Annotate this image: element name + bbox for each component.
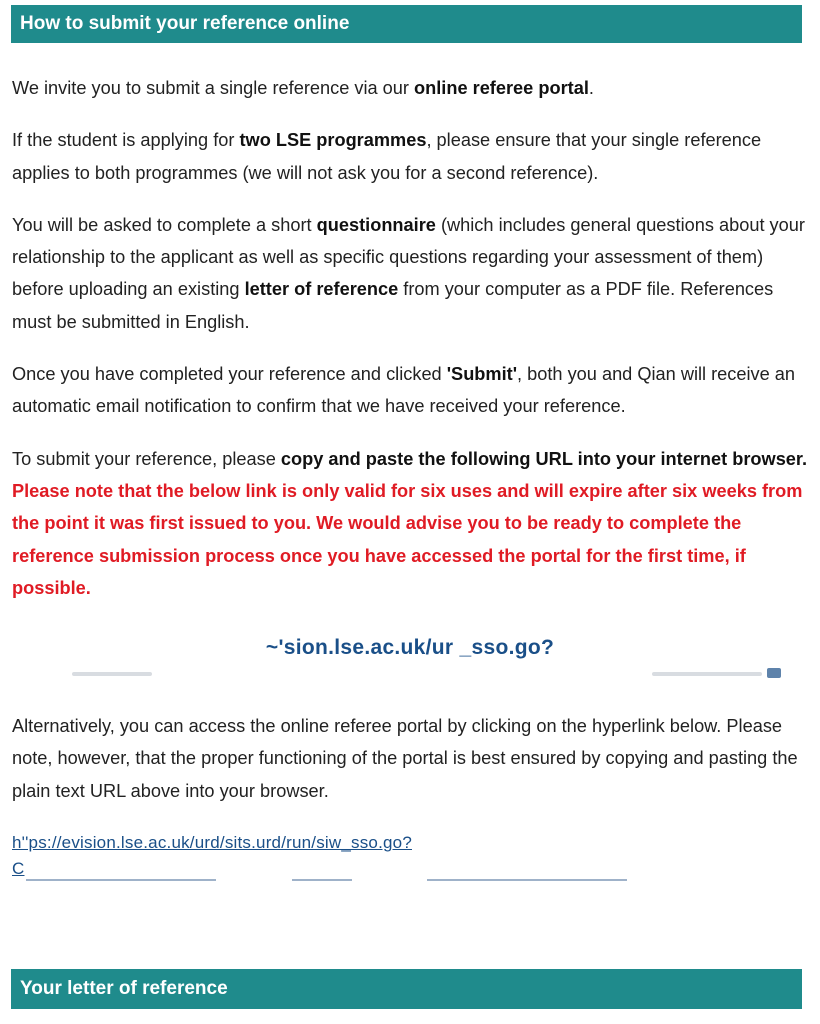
paragraph-submit-notification [12, 358, 808, 423]
questionnaire-text: You will be asked to complete a short [12, 214, 317, 235]
paragraph-questionnaire [12, 209, 808, 338]
paragraph-two-programmes [12, 124, 808, 189]
programmes-emphasis: two LSE programmes [239, 130, 427, 151]
questionnaire-emphasis: questionnaire [316, 214, 436, 235]
programmes-text: If the student is applying for [12, 130, 240, 151]
section-header-submit-online: How to submit your reference online [11, 5, 802, 43]
submit-text: Once you have completed your reference and clicked [12, 364, 447, 385]
portal-emphasis: online referee portal [414, 78, 589, 98]
copy-url-text: To submit your reference, please [12, 448, 281, 469]
plain-url-line-2-redacted [12, 666, 808, 684]
hyperlink-line-2[interactable]: C [12, 859, 25, 879]
submit-text-end: , both you and Qian will receive an automatic email notification to confirm that we have received your reference. [12, 364, 796, 417]
paragraph-alternative: Alternatively, you can access the online referee portal by clicking on the hyperlink below. Please note, however, that the proper functioning of the portal is best ensured by copying and pasting the plain text URL above into your browser. [12, 716, 798, 801]
invite-text: We invite you to submit a single reference via our [12, 78, 415, 98]
expiry-warning: Please note that the below link is only valid for six uses and will expire after six weeks from the point it was first issued to you. We would advise you to be ready to complete the reference submission process once you have accessed the portal for the first time, if possible. [12, 480, 803, 598]
questionnaire-text-end: from your computer as a PDF file. References must be submitted in English. [12, 279, 774, 332]
portal-hyperlink[interactable] [12, 827, 808, 897]
plain-url-line-1[interactable]: ~'sion.lse.ac.uk/ur _sso.go? [265, 636, 555, 660]
paragraph-invite [12, 72, 808, 104]
plain-text-url[interactable] [12, 624, 808, 694]
copy-url-emphasis: copy and paste the following URL into your internet browser. [280, 448, 808, 469]
section-header-letter: Your letter of reference [11, 969, 802, 1009]
programmes-text-end: , please ensure that your single reference applies to both programmes (we will not ask you for a second reference). [12, 130, 762, 183]
questionnaire-text-mid: (which includes general questions about your relationship to the applicant as well as specific questions regarding your assessment of them) before uploading an existing [12, 214, 805, 300]
letter-emphasis: letter of reference [244, 279, 399, 300]
main-content [12, 72, 808, 897]
hyperlink-line-1[interactable]: h''ps://evision.lse.ac.uk/urd/sits.urd/run/siw_sso.go? [12, 833, 412, 853]
invite-text-end: . [588, 78, 594, 98]
submit-emphasis: 'Submit' [446, 364, 518, 385]
paragraph-copy-url [12, 443, 808, 604]
